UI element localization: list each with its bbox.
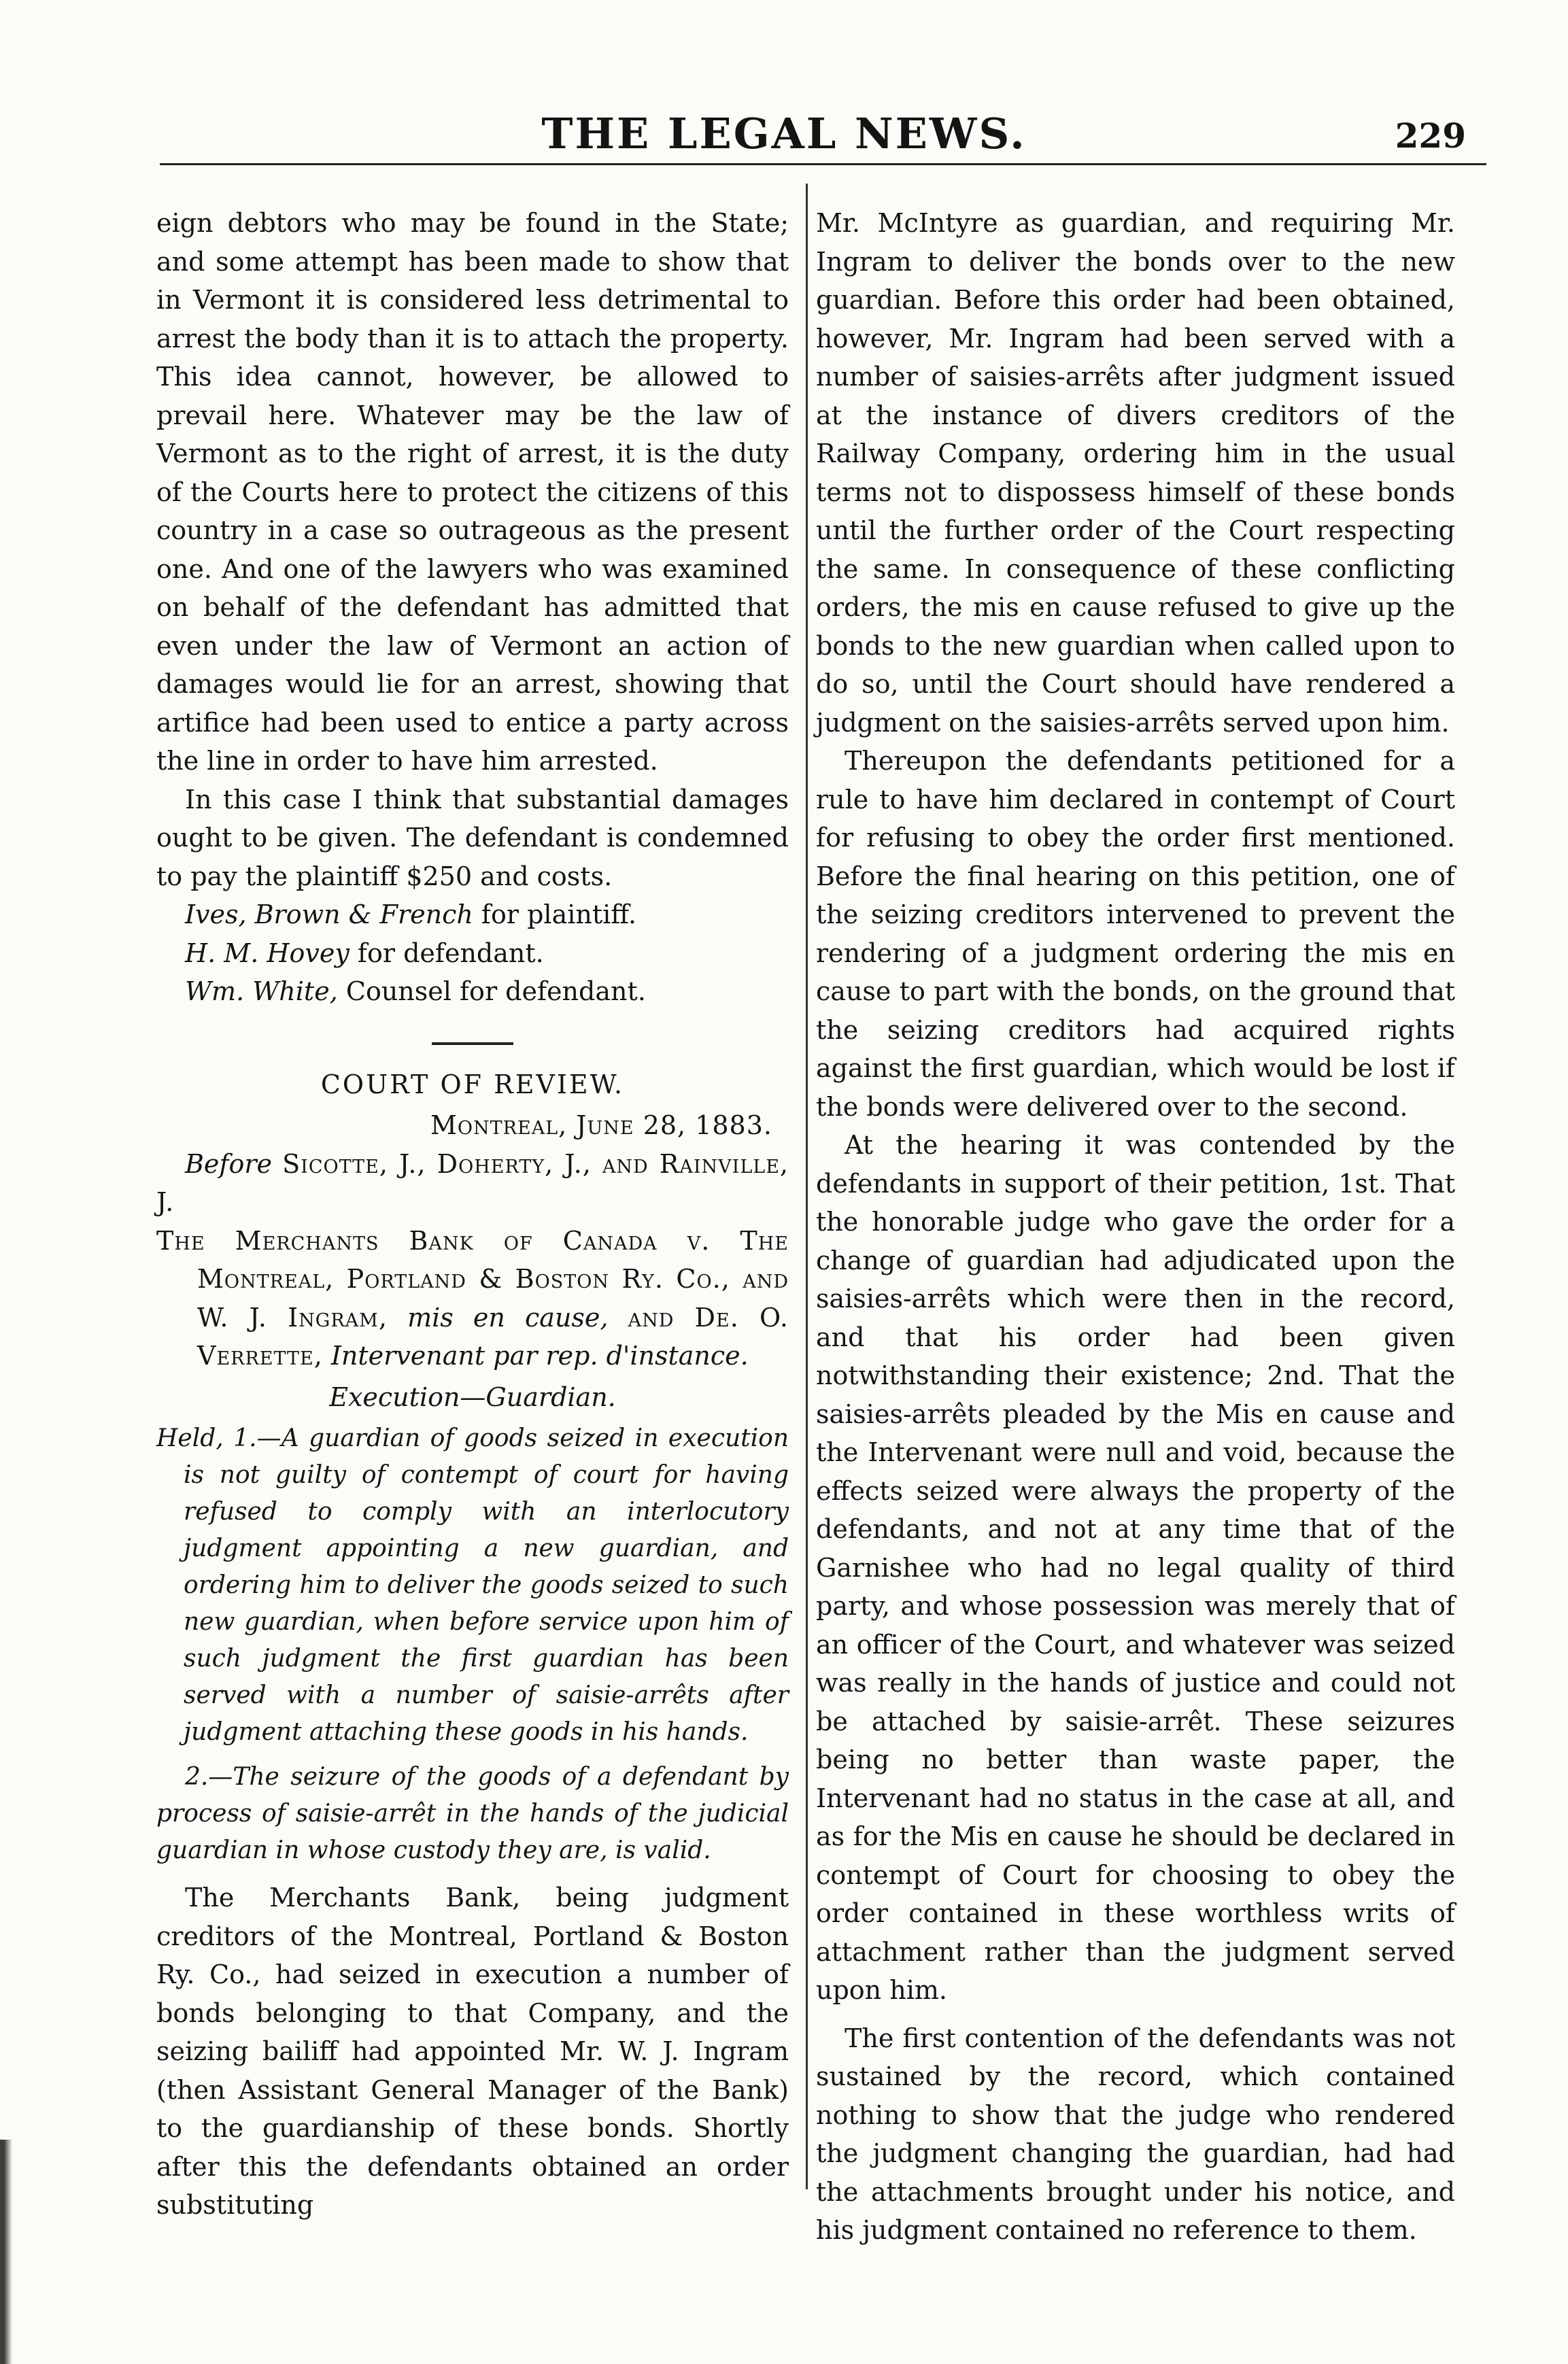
continuation-paragraph: eign debtors who may be found in the State; and some attempt has been made to show that in Vermont it is considered less detrimental to arrest the body than it is to attach the property. This idea cannot, however, be allowed to prevail here. Whatever may be the law of Vermont as to the right of arrest, it is the duty of the Courts here to protect the citizens of this country in a case so outrageous as the present one. And one of the lawyers who was examined on behalf of the defendant has admitted that even under the law of Vermont an action of damages would lie for an arrest, showing that artifice had been used to entice a party across the line in order to have him arrested. — [156, 208, 789, 776]
judgment-paragraph: In this case I think that substantial damages ought to be given. The defendant is condemned to pay the plaintiff $250 and costs. — [156, 784, 789, 891]
counsel-name: Ives, Brown & French — [185, 900, 473, 929]
headnote — [156, 1420, 789, 1869]
body-paragraph: At the hearing it was contended by the defendants in support of their petition, 1st. That the honorable judge who gave the order for a change of guardian had adjudicated upon the saisies-arrêts which were then in the record, and that his order had been given notwithstanding their existence; 2nd. That the saisies-arrêts pleaded by the Mis en cause and the Intervenant were null and void, because the effects seized were always the property of the defendants, and not at any time that of the Garnishee who had no legal quality of third party, and whose possession was merely that of an officer of the Court, and whatever was seized was really in the hands of justice and could not be attached by saisie-arrêt. These seizures being no better than waste paper, the Intervenant had no status in the case at all, and as for the Mis en cause he should be declared in contempt of Court for choosing to obey the order contained in these worthless writs of attachment rather than the judgment served upon him. — [816, 1130, 1455, 2005]
counsel-name: H. M. Hovey — [185, 938, 350, 968]
running-title: THE LEGAL NEWS. — [541, 109, 1027, 158]
page-number: 229 — [1395, 116, 1466, 156]
held-2-text: 2.—The seizure of the goods of a defendant by process of saisie-arrêt in the hands of the judicial guardian in whose custody they are, is valid. — [156, 1763, 789, 1864]
held-1-text: 1.—A guardian of goods seized in execution is not guilty of contempt of court for having refused to comply with an interlocutory judgment appointing a new guardian, and ordering him to deliver the goods seized to such new guardian, when before service upon him of such judgment the first guardian has been served with a number of saisie-arrêts after judgment attaching these goods in his hands. — [184, 1424, 789, 1746]
bench-prefix: Before — [185, 1148, 273, 1179]
facts-paragraph: The Merchants Bank, being judgment creditors of the Montreal, Portland & Boston Ry. Co., had seized in execution a number of bonds belonging to that Company, and the seizing bailiff had appointed Mr. W. J. Ingram (then Assistant General Manager of the Bank) to the guardianship of these bonds. Shortly after this the defendants obtained an order substituting — [156, 1883, 789, 2220]
case-parties: The Merchants Bank of Canada v. The Montreal, Portland & Boston Ry. Co., and W. J. Ingram, — [156, 1225, 789, 1333]
intervenant-name: and De. O. Verrette, — [197, 1302, 789, 1371]
held-point-1 — [156, 1420, 789, 1751]
counsel-line — [156, 895, 789, 934]
body-paragraph: Thereupon the defendants petitioned for a rule to have him declared in contempt of Court for refusing to obey the order first mentioned. Before the final hearing on this petition, one of the seizing creditors intervened to prevent the rendering of a judgment ordering the mis en cause to part with the bonds, on the ground that the seizing creditors had acquired rights against the first guardian, which would be lost if the bonds were delivered over to the second. — [816, 746, 1455, 1122]
section-separator — [432, 1042, 513, 1045]
counsel-role: for plaintiff. — [481, 900, 637, 929]
bench-line — [156, 1145, 789, 1222]
held-label: Held, — [156, 1424, 224, 1452]
counsel-line — [156, 934, 789, 973]
body-paragraph: The first contention of the defendants was not sustained by the record, which contained nothing to show that the judge who rendered the judgment changing the guardian, had had the attachments brought under his notice, and his judgment contained no reference to them. — [816, 2023, 1455, 2245]
case-caption — [156, 1222, 789, 1375]
court-heading: COURT OF REVIEW. — [320, 1069, 625, 1099]
body-paragraph: Mr. McIntyre as guardian, and requiring Mr. Ingram to deliver the bonds over to the new guardian. Before this order had been obtained, however, Mr. Ingram had been served with a number of saisies-arrêts after judgment issued at the instance of divers creditors of the Railway Company, ordering him in the usual terms not to dispossess himself of these bonds until the further order of the Court respecting the same. In consequence of these conflicting orders, the mis en cause refused to give up the bonds to the new guardian when called upon to do so, until the Court should have rendered a judgment on the saisies-arrêts served upon him. — [816, 208, 1455, 738]
left-column — [156, 204, 789, 2225]
header-rule — [160, 163, 1486, 165]
right-column — [816, 204, 1455, 2250]
judges: Sicotte, J., Doherty, J., and Rainville, J. — [156, 1148, 789, 1217]
column-divider — [806, 184, 808, 2189]
counsel-line — [156, 972, 789, 1011]
counsel-role: Counsel for defendant. — [345, 976, 646, 1006]
mis-en-cause-label: mis en cause, — [407, 1302, 609, 1333]
intervenant-label: Intervenant par rep. d'instance. — [330, 1341, 749, 1371]
held-point-2 — [156, 1759, 789, 1869]
case-subject: Execution—Guardian. — [329, 1382, 616, 1412]
dateline: Montreal, June 28, 1883. — [430, 1110, 772, 1140]
binding-edge-shadow — [0, 2140, 41, 2364]
counsel-name: Wm. White, — [185, 976, 338, 1006]
counsel-role: for defendant. — [357, 938, 544, 968]
